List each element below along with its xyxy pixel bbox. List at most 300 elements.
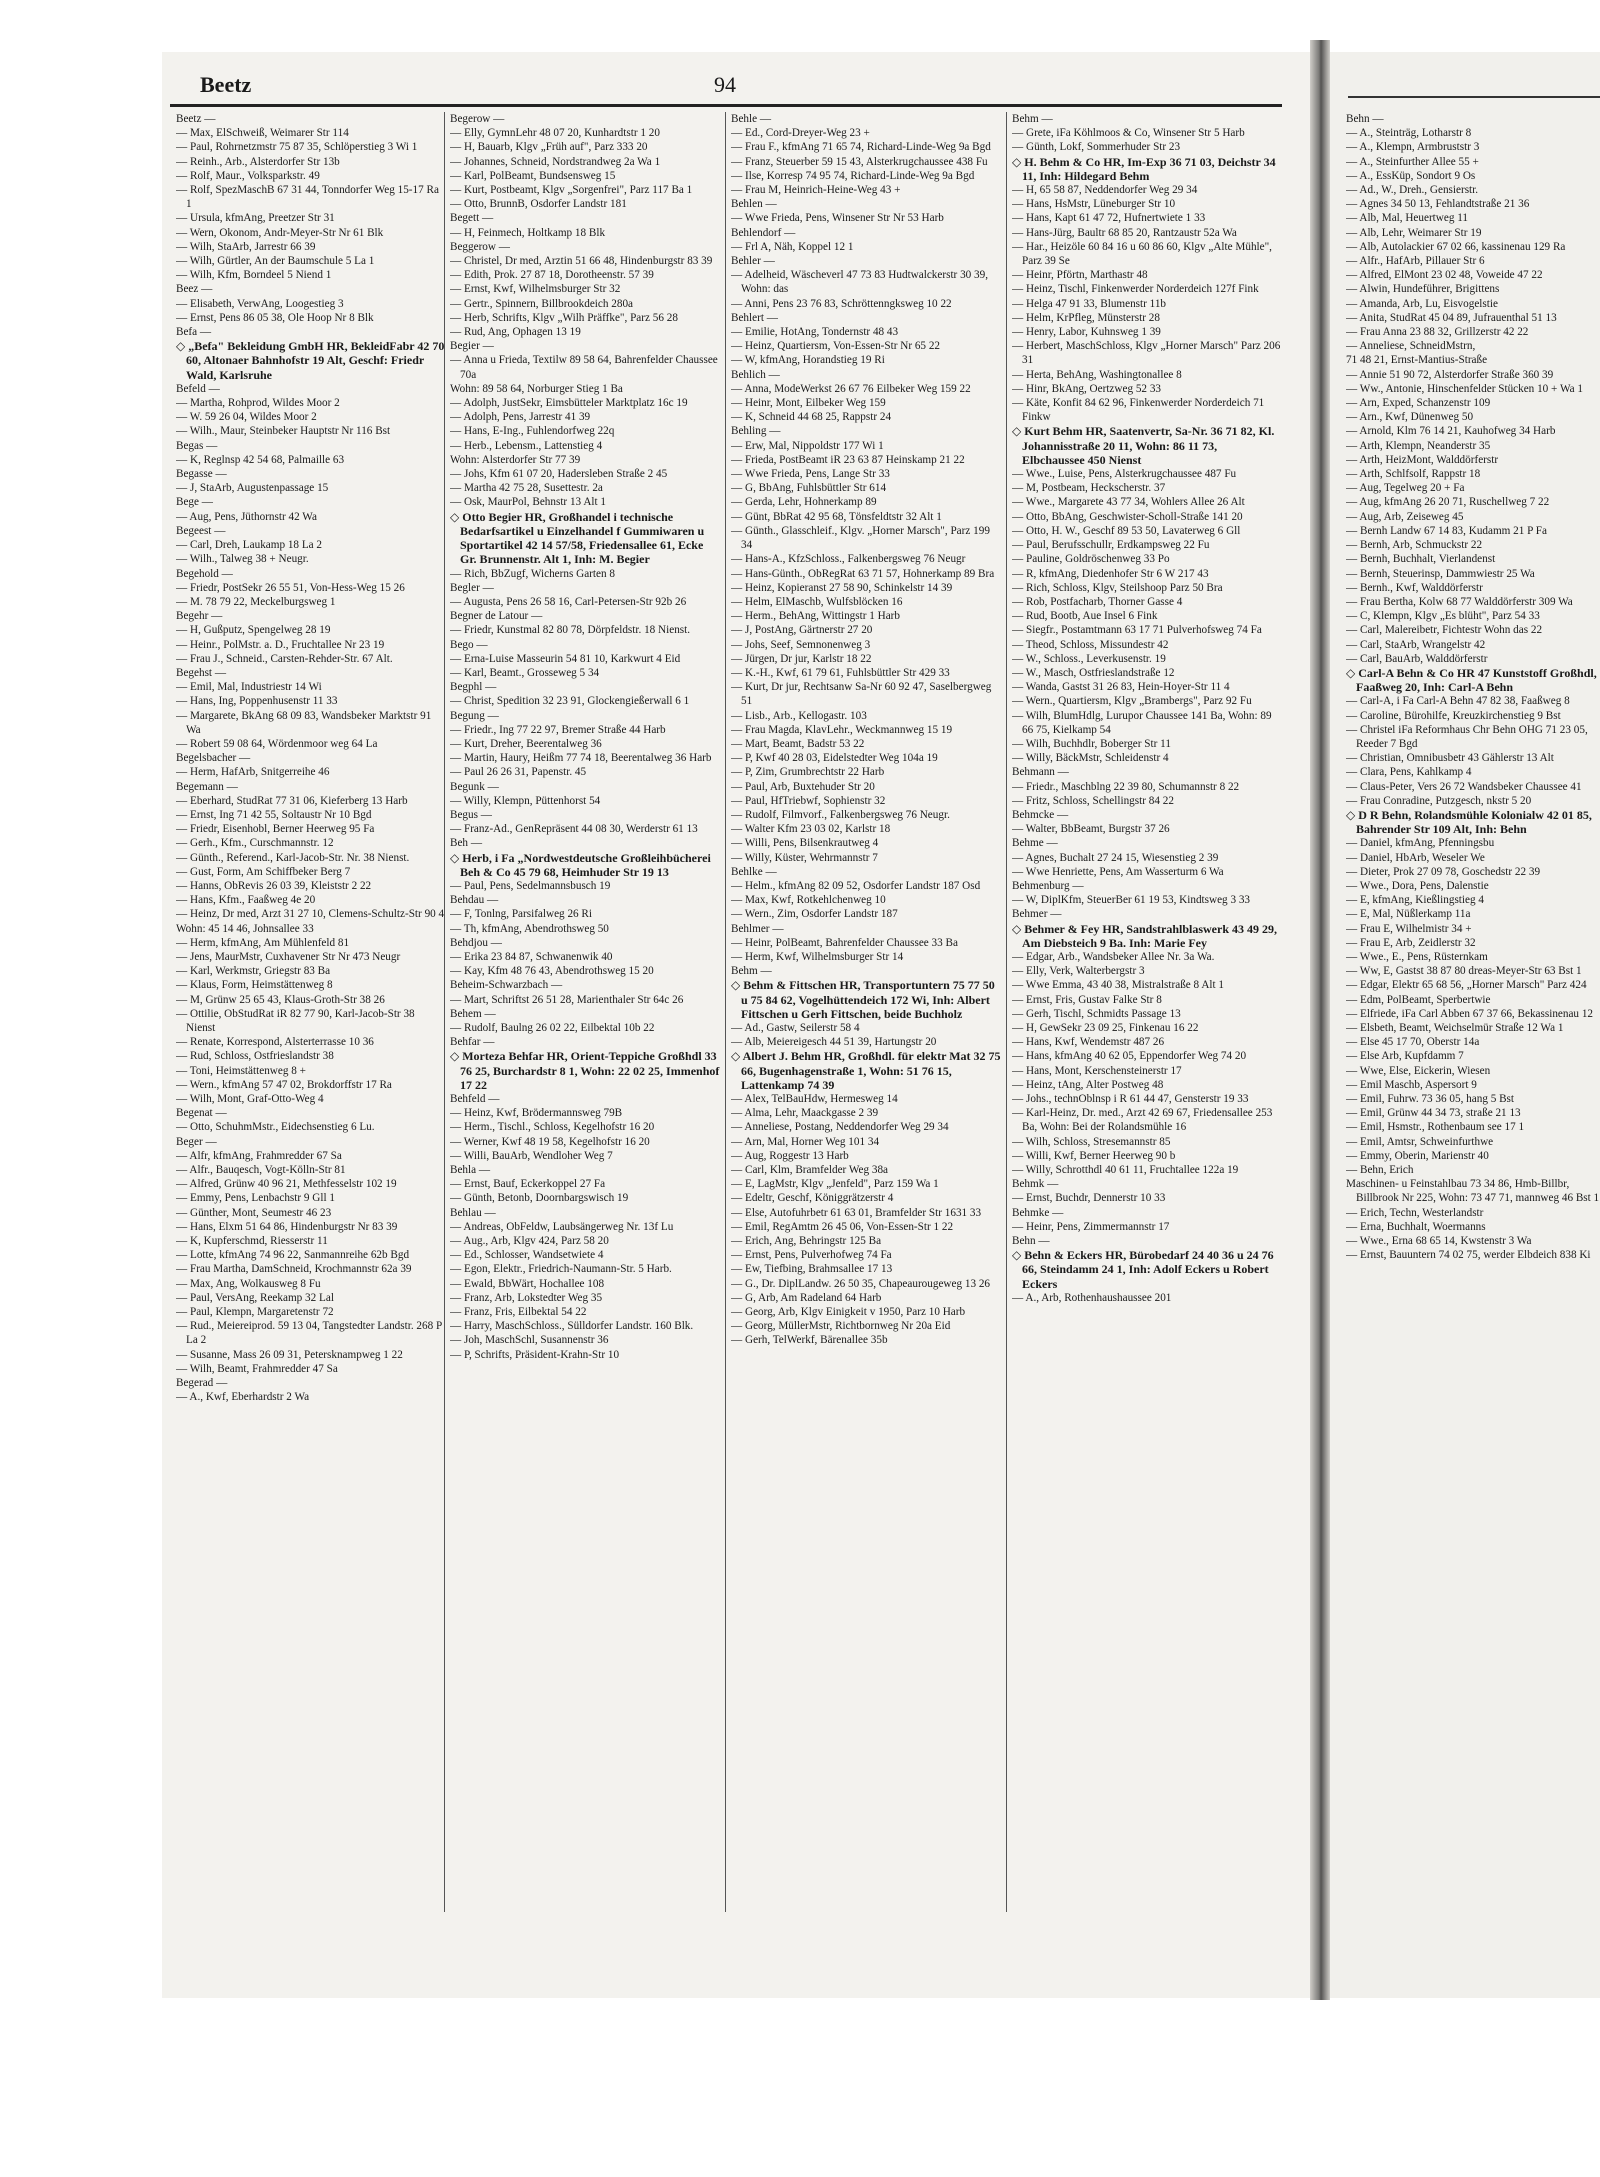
directory-entry: — Augusta, Pens 26 58 16, Carl-Petersen-Str 92b 26	[450, 595, 687, 608]
directory-entry: — Heinz, tAng, Alter Postweg 48	[1012, 1078, 1164, 1091]
directory-entry: Begus —	[450, 808, 492, 821]
directory-entry: — E, Mal, Nüßlerkamp 11a	[1346, 908, 1471, 921]
directory-entry: — Anneliese, Postang, Neddendorfer Weg 29 34	[731, 1121, 949, 1134]
directory-entry: — Christ, Spedition 32 23 91, Glockengießerwall 6 1	[450, 695, 690, 708]
directory-entry: — Herb., Lebensm., Lattenstieg 4	[450, 439, 603, 452]
directory-entry: — Frau Bertha, Kolw 68 77 Walddörferstr 309 Wa	[1346, 595, 1573, 608]
directory-entry: — Frau Conradine, Putzgesch, nkstr 5 20	[1346, 794, 1532, 807]
directory-entry: — Georg, MüllerMstr, Richtbornweg Nr 20a Eid	[731, 1320, 951, 1333]
directory-entry: — Ww, E, Gastst 38 87 80 dreas-Meyer-Str 63 Bst 1	[1346, 965, 1582, 978]
directory-entry: — Ernst, Pens 86 05 38, Ole Hoop Nr 8 Blk	[176, 311, 374, 324]
directory-entry: Behem —	[450, 1007, 496, 1020]
directory-entry: — Wwe., Erna 68 65 14, Kwstenstr 3 Wa	[1346, 1235, 1532, 1248]
directory-entry: — Arn, Exped, Schanzenstr 109	[1346, 397, 1491, 410]
directory-entry: — Werner, Kwf 48 19 58, Kegelhofstr 16 20	[450, 1135, 650, 1148]
directory-entry: Befa —	[176, 326, 212, 339]
directory-entry: — Wanda, Gastst 31 26 83, Hein-Hoyer-Str 11 4	[1012, 681, 1230, 694]
directory-entry: — Karl, PolBeamt, Bundsensweg 15	[450, 169, 616, 182]
directory-entry: — Clara, Pens, Kahlkamp 4	[1346, 766, 1472, 779]
directory-entry: — Emilie, HotAng, Tondernstr 48 43	[731, 326, 899, 339]
directory-entry: — Adolph, Pens, Jarrestr 41 39	[450, 411, 591, 424]
directory-entry: — Ernst, Fris, Gustav Falke Str 8	[1012, 993, 1162, 1006]
directory-entry: — A., Klempn, Armbruststr 3	[1346, 141, 1480, 154]
directory-entry: — J, StaArb, Augustenpassage 15	[176, 482, 329, 495]
directory-entry: — Else 45 17 70, Oberstr 14a	[1346, 1036, 1480, 1049]
directory-entry: — Günt, BbRat 42 95 68, Tönsfeldtstr 32 Alt 1	[731, 510, 942, 523]
directory-entry: — Aug, Arb, Zeiseweg 45	[1346, 510, 1464, 523]
directory-entry: — Adolph, JustSekr, Eimsbütteler Marktplatz 16c 19	[450, 397, 688, 410]
directory-entry: — Hans, HsMstr, Lüneburger Str 10	[1012, 198, 1176, 211]
directory-entry: — Elly, Verk, Walterbergstr 3	[1012, 965, 1145, 978]
directory-entry: — Friedr, Kunstmal 82 80 78, Dörpfeldstr. 18 Nienst.	[450, 624, 691, 637]
directory-entry: — Rud, Ang, Ophagen 13 19	[450, 326, 581, 339]
directory-entry: — Henry, Labor, Kuhnsweg 1 39	[1012, 326, 1161, 339]
directory-entry: — Caroline, Bürohilfe, Kreuzkirchenstieg 9 Bst	[1346, 709, 1561, 722]
directory-entry: — Susanne, Mass 26 09 31, Petersknampweg 1 22	[176, 1348, 403, 1361]
directory-entry: — Herb, Schrifts, Klgv „Wilh Präffke", Parz 56 28	[450, 311, 678, 324]
directory-entry: — Claus-Peter, Vers 26 72 Wandsbeker Chaussee 41	[1346, 780, 1582, 793]
directory-column-3	[731, 112, 1001, 1912]
directory-entry: — Gust, Form, Am Schiffbeker Berg 7	[176, 865, 351, 878]
directory-entry: — Bernh, Steuerinsp, Dammwiestr 25 Wa	[1346, 567, 1535, 580]
directory-entry: Begung —	[450, 709, 499, 722]
directory-entry: — F, Tonlng, Parsifalweg 26 Ri	[450, 908, 592, 921]
directory-entry: — Annie 51 90 72, Alsterdorfer Straße 360 39	[1346, 368, 1554, 381]
directory-entry: — Johs, Seef, Semnonenweg 3	[731, 638, 871, 651]
directory-entry: Begerow —	[450, 113, 505, 125]
directory-entry: — Elisabeth, VerwAng, Loogestieg 3	[176, 297, 344, 310]
directory-entry: — Herm., BehAng, Wittingstr 1 Harb	[731, 610, 900, 623]
directory-entry: — Franz-Ad., GenRepräsent 44 08 30, Werderstr 61 13	[450, 823, 698, 836]
directory-entry: — Frau J., Schneid., Carsten-Rehder-Str. 67 Alt.	[176, 652, 393, 665]
directory-entry: — Johs., technOblnsp i R 61 44 47, Gensterstr 19 33	[1012, 1093, 1249, 1106]
directory-entry: — Martin, Haury, Heißm 77 74 18, Beerentalweg 36 Harb	[450, 752, 712, 765]
directory-entry: — Anita, StudRat 45 04 89, Jufrauenthal 51 13	[1346, 311, 1557, 324]
directory-entry: — Wilh, Mont, Graf-Otto-Weg 4	[176, 1093, 324, 1106]
directory-column-1	[176, 112, 446, 1912]
directory-entry: — Alfr., Bauqesch, Vogt-Kölln-Str 81	[176, 1164, 346, 1177]
directory-entry: — Kurt, Dreher, Beerentalweg 36	[450, 737, 602, 750]
directory-entry: ◇ Albert J. Behm HR, Großhdl. für elektr Mat 32 75 66, Bugenhagenstraße 1, Wohn: 51 76 15, Lattenkamp 74 39	[731, 1049, 1001, 1092]
directory-entry: — H, Gußputz, Spengelweg 28 19	[176, 624, 331, 637]
directory-entry: — Ernst, Bauuntern 74 02 75, werder Elbdeich 838 Ki	[1346, 1249, 1591, 1262]
directory-entry: — Karl-Heinz, Dr. med., Arzt 42 69 67, Friedensallee 253 Ba, Wohn: Bei der Rolandsmühle 16	[1012, 1107, 1273, 1134]
directory-entry: Begphl —	[450, 681, 497, 694]
directory-entry: — Otto, BbAng, Geschwister-Scholl-Straße 141 20	[1012, 510, 1243, 523]
directory-entry: — Franz, Steuerber 59 15 43, Alsterkrugchaussee 438 Fu	[731, 155, 988, 168]
directory-entry: — Carl, Dreh, Laukamp 18 La 2	[176, 539, 323, 552]
page-header-name: Beetz	[200, 72, 252, 97]
directory-entry: — Heinz, Tischl, Finkenwerder Norderdeich 127f Fink	[1012, 283, 1259, 296]
directory-entry: — Elfriede, iFa Carl Abben 67 37 66, Bekassinenau 12	[1346, 1007, 1594, 1020]
directory-entry: — Günth, Lokf, Sommerhuder Str 23	[1012, 141, 1181, 154]
directory-entry: Behlke —	[731, 865, 777, 878]
directory-entry: — Wilh, Buchhdlr, Boberger Str 11	[1012, 737, 1171, 750]
directory-entry: Behmann —	[1012, 766, 1069, 779]
directory-entry: — Jürgen, Dr jur, Karlstr 18 22	[731, 652, 872, 665]
directory-entry: — Jens, MaurMstr, Cuxhavener Str Nr 473 Neugr	[176, 950, 401, 963]
directory-entry: — Aug, Pens, Jüthornstr 42 Wa	[176, 510, 317, 523]
directory-entry: — Ww., Antonie, Hinschenfelder Stücken 10 + Wa 1	[1346, 382, 1583, 395]
directory-entry: — Heinz, Quartiersm, Von-Essen-Str Nr 65 22	[731, 340, 941, 353]
directory-entry: — Christian, Omnibusbetr 43 Gählerstr 13 Alt	[1346, 752, 1554, 765]
directory-entry: Behdjou —	[450, 936, 502, 949]
directory-entry: — Erna, Buchhalt, Woermanns	[1346, 1220, 1486, 1233]
directory-entry: Begehold —	[176, 567, 233, 580]
directory-entry: — Erich, Ang, Behringstr 125 Ba	[731, 1235, 882, 1248]
directory-entry: Behler —	[731, 255, 775, 268]
directory-entry: — Alex, TelBauHdw, Hermesweg 14	[731, 1093, 898, 1106]
directory-entry: Begerad —	[176, 1377, 228, 1390]
facing-page-rule	[1348, 96, 1600, 98]
directory-entry: — Alb, Autolackier 67 02 66, kassinenau 129 Ra	[1346, 240, 1566, 253]
directory-entry: — Arn., Kwf, Dünenweg 50	[1346, 411, 1474, 424]
directory-entry: — A., Steinträg, Lotharstr 8	[1346, 127, 1472, 140]
directory-entry: — Adelheid, Wäscheverl 47 73 83 Hudtwalckerstr 30 39, Wohn: das	[731, 269, 989, 296]
directory-entry: — Else, Autofuhrbetr 61 63 01, Bramfelder Str 1631 33	[731, 1206, 982, 1219]
directory-entry: — Wwe., Dora, Pens, Dalenstie	[1346, 879, 1489, 892]
directory-entry: — Helga 47 91 33, Blumenstr 11b	[1012, 297, 1167, 310]
directory-entry: — Wilh, Gürtler, An der Baumschule 5 La 1	[176, 255, 375, 268]
directory-entry: — Bernh., Kwf, Walddörferstr	[1346, 581, 1483, 594]
directory-entry: — Behn, Erich	[1346, 1164, 1414, 1177]
directory-entry: — Georg, Arb, Klgv Einigkeit v 1950, Parz 10 Harb	[731, 1306, 966, 1319]
directory-entry: — Willy, Küster, Wehrmannstr 7	[731, 851, 878, 864]
directory-entry: Begemann —	[176, 780, 238, 793]
directory-entry: — Hans-Günth., ObRegRat 63 71 57, Hohnerkamp 89 Bra	[731, 567, 995, 580]
directory-entry: — Anneliese, SchneidMstrn,	[1346, 340, 1476, 353]
directory-column-4	[1012, 112, 1282, 1912]
directory-entry: — Harry, MaschSchloss., Sülldorfer Landstr. 160 Blk.	[450, 1320, 694, 1333]
directory-entry: — Else Arb, Kupfdamm 7	[1346, 1050, 1464, 1063]
directory-entry: — Bernh, Buchhalt, Vierlandenst	[1346, 553, 1496, 566]
directory-entry: — Alb, Mal, Heuertweg 11	[1346, 212, 1469, 225]
directory-entry: Behlen —	[731, 198, 777, 211]
directory-entry: Behlmer —	[731, 922, 784, 935]
directory-entry: — Egon, Elektr., Friedrich-Naumann-Str. 5 Harb.	[450, 1263, 672, 1276]
directory-entry: — Arn, Mal, Horner Weg 101 34	[731, 1135, 880, 1148]
directory-entry: — Günther, Mont, Seumestr 46 23	[176, 1206, 332, 1219]
directory-entry: — Wwe., Luise, Pens, Alsterkrugchaussee 487 Fu	[1012, 468, 1237, 481]
directory-entry: — Max, Ang, Wolkausweg 8 Fu	[176, 1277, 321, 1290]
directory-entry: — P, Schrifts, Präsident-Krahn-Str 10	[450, 1348, 620, 1361]
directory-entry: — Wilh., Maur, Steinbeker Hauptstr Nr 116 Bst	[176, 425, 391, 438]
directory-entry: — M. 78 79 22, Meckelburgsweg 1	[176, 595, 336, 608]
column-divider	[725, 112, 726, 1912]
directory-entry: Begehr —	[176, 610, 223, 623]
directory-entry: Behla —	[450, 1164, 491, 1177]
directory-entry: — Rich, Schloss, Klgv, Steilshoop Parz 50 Bra	[1012, 581, 1223, 594]
header-rule	[170, 104, 1282, 107]
directory-entry: — Osk, MaurPol, Behnstr 13 Alt 1	[450, 496, 607, 509]
directory-entry: — Gerda, Lehr, Hohnerkamp 89	[731, 496, 877, 509]
directory-entry: — Ernst, Pens, Pulverhofweg 74 Fa	[731, 1249, 892, 1262]
directory-entry: ◇ Behm & Fittschen HR, Transportuntern 75 77 50 u 75 84 62, Vogelhüttendeich 172 Wi, Inh: Albert Fittschen u Gerh Fittschen, beide Buchholz	[731, 978, 995, 1021]
directory-entry: — H, GewSekr 23 09 25, Finkenau 16 22	[1012, 1022, 1199, 1034]
directory-entry: — M, Grünw 25 65 43, Klaus-Groth-Str 38 26	[176, 993, 385, 1006]
directory-entry: — Franz, Arb, Lokstedter Weg 35	[450, 1291, 603, 1304]
directory-entry: Begenat —	[176, 1107, 227, 1120]
directory-entry: — Renate, Korrespond, Alsterterrasse 10 36	[176, 1036, 374, 1049]
directory-entry: — Wern, Okonom, Andr-Meyer-Str Nr 61 Blk	[176, 226, 384, 239]
directory-entry: — Rob, Postfacharb, Thorner Gasse 4	[1012, 595, 1183, 608]
directory-entry: Wohn: 89 58 64, Norburger Stieg 1 Ba	[450, 382, 623, 395]
directory-entry: — E, kfmAng, Kießlingstieg 4	[1346, 894, 1484, 907]
directory-entry: — Rich, BbZugf, Wicherns Garten 8	[450, 567, 615, 580]
directory-entry: — Christel, Dr med, Arztin 51 66 48, Hindenburgstr 83 39	[450, 255, 713, 268]
directory-entry: — Karl, Beamt., Grosseweg 5 34	[450, 666, 600, 679]
directory-entry: — Christel iFa Reformhaus Chr Behn OHG 71 23 05, Reeder 7 Bgd	[1346, 723, 1588, 750]
directory-entry: — Ad., W., Dreh., Gensierstr.	[1346, 184, 1479, 197]
directory-entry: Begett —	[450, 212, 494, 225]
directory-entry: Wohn: Alsterdorfer Str 77 39	[450, 453, 581, 466]
directory-entry: Begasse —	[176, 468, 227, 481]
directory-entry: — Arth, Schlfsolf, Rappstr 18	[1346, 468, 1481, 481]
directory-entry: — Arth, HeizMont, Walddörferstr	[1346, 453, 1499, 466]
directory-entry: ◇ D R Behn, Rolandsmühle Kolonialw 42 01 85, Bahrender Str 109 Alt, Inh: Behn	[1346, 807, 1592, 837]
directory-entry: — Max, ElSchweiß, Weimarer Str 114	[176, 127, 349, 140]
directory-entry: — Ilse, Korresp 74 95 74, Richard-Linde-Weg 9a Bgd	[731, 169, 975, 182]
directory-entry: — Mart, Beamt, Badstr 53 22	[731, 737, 865, 750]
directory-entry: — Aug, Tegelweg 20 + Fa	[1346, 482, 1465, 495]
directory-entry: — Wern., kfmAng 57 47 02, Brokdorffstr 17 Ra	[176, 1078, 392, 1091]
directory-entry: — Hans, Kfm., Faaßweg 4e 20	[176, 894, 316, 907]
directory-entry: 71 48 21, Ernst-Mantius-Straße	[1346, 354, 1488, 367]
directory-entry: Beger —	[176, 1135, 217, 1148]
directory-entry: — Wilh, Kfm, Borndeel 5 Niend 1	[176, 269, 332, 282]
directory-entry: — Wwe Emma, 43 40 38, Mistralstraße 8 Alt 1	[1012, 979, 1225, 992]
directory-entry: ◇ Herb, i Fa „Nordwestdeutsche Großleihbücherei Beh & Co 45 79 68, Heimhuder Str 19 13	[450, 850, 711, 879]
directory-entry: — Hans-Jürg, Baultr 68 85 20, Rantzaustr 52a Wa	[1012, 226, 1237, 239]
directory-entry: — Emmy, Pens, Lenbachstr 9 Gll 1	[176, 1192, 335, 1205]
directory-entry: — Heinr, Pens, Zimmermannstr 17	[1012, 1220, 1170, 1233]
directory-entry: — Emil, Fuhrw. 73 36 05, hang 5 Bst	[1346, 1093, 1515, 1106]
directory-entry: — Willi, Kwf, Berner Heerweg 90 b	[1012, 1149, 1176, 1162]
directory-entry: — Emmy, Oberin, Marienstr 40	[1346, 1149, 1489, 1162]
directory-entry: — Robert 59 08 64, Wördenmoor weg 64 La	[176, 737, 378, 750]
directory-entry: — Wwe, Else, Eickerin, Wiesen	[1346, 1064, 1491, 1077]
directory-entry: — W., Masch, Ostfrieslandstraße 12	[1012, 666, 1175, 679]
directory-entry: — A., Arb, Rothenhaushaussee 201	[1012, 1291, 1172, 1304]
directory-entry: — Paul, Berufsschullr, Erdkampsweg 22 Fu	[1012, 539, 1210, 552]
directory-entry: — Alb, Lehr, Weimarer Str 19	[1346, 226, 1482, 239]
directory-entry: — Grete, iFa Köhlmoos & Co, Winsener Str 5 Harb	[1012, 127, 1245, 140]
directory-entry: — Frau Magda, KlavLehr., Weckmannweg 15 19	[731, 723, 953, 736]
directory-entry: — Emil, Grünw 44 34 73, straße 21 13	[1346, 1107, 1521, 1120]
directory-entry: — Edgar, Elektr 65 68 56, „Horner Marsch" Parz 424	[1346, 979, 1587, 992]
directory-entry: — Alfred, Grünw 40 96 21, Methfesselstr 102 19	[176, 1178, 397, 1191]
directory-entry: — Ursula, kfmAng, Preetzer Str 31	[176, 212, 335, 225]
directory-entry: — Hans, Ing, Poppenhusenstr 11 33	[176, 695, 338, 708]
directory-entry: — Arth, Klempn, Neanderstr 35	[1346, 439, 1491, 452]
directory-entry: — W., Schloss., Leverkusenstr. 19	[1012, 652, 1166, 665]
directory-entry: ◇ Carl-A Behn & Co HR 47 Kunststoff Großhdl, Faaßweg 20, Inh: Carl-A Behn	[1346, 665, 1597, 695]
directory-entry: — Agnes 34 50 13, Fehlandtstraße 21 36	[1346, 198, 1530, 211]
directory-entry: — Wwe., Margarete 43 77 34, Wohlers Allee 26 Alt	[1012, 496, 1245, 509]
directory-entry: — R, kfmAng, Diedenhofer Str 6 W 217 43	[1012, 567, 1209, 580]
directory-entry: — Gerh., Kfm., Curschmannstr. 12	[176, 837, 334, 850]
directory-entry: — Carl, Klm, Bramfelder Weg 38a	[731, 1164, 889, 1177]
directory-entry: — Wwe Frieda, Pens, Lange Str 33	[731, 468, 890, 481]
directory-entry: ◇ Behn & Eckers HR, Bürobedarf 24 40 36 u 24 76 66, Steindamm 24 1, Inh: Adolf Eckers u Robert Eckers	[1012, 1248, 1274, 1291]
directory-entry: — Walter Kfm 23 03 02, Karlstr 18	[731, 823, 891, 836]
directory-entry: — Hanns, ObRevis 26 03 39, Kleiststr 2 22	[176, 879, 372, 892]
directory-entry: — Ernst, Kwf, Wilhelmsburger Str 32	[450, 283, 621, 296]
directory-entry: — Aug., Arb, Klgv 424, Parz 58 20	[450, 1235, 609, 1248]
directory-entry: — Kay, Kfm 48 76 43, Abendrothsweg 15 20	[450, 965, 654, 978]
directory-entry: — Walter, BbBeamt, Burgstr 37 26	[1012, 823, 1170, 836]
directory-entry: — Wilh, Schloss, Stresemannstr 85	[1012, 1135, 1171, 1148]
directory-entry: — Frau E, Arb, Zeidlerstr 32	[1346, 936, 1476, 949]
directory-entry: — Rolf, SpezMaschB 67 31 44, Tonndorfer Weg 15-17 Ra 1	[176, 184, 439, 211]
directory-entry: — Heinz, Dr med, Arzt 31 27 10, Clemens-Schultz-Str 90 4	[176, 908, 445, 921]
directory-entry: — Ernst, Buchdr, Dennerstr 10 33	[1012, 1192, 1166, 1205]
directory-entry: — Erna-Luise Masseurin 54 81 10, Karkwurt 4 Eid	[450, 652, 681, 665]
directory-entry: — P, Kwf 40 28 03, Eidelstedter Weg 104a 19	[731, 752, 938, 765]
directory-entry: — A., EssKüp, Sondort 9 Os	[1346, 169, 1476, 182]
directory-entry: — Wwe Frieda, Pens, Winsener Str Nr 53 Harb	[731, 212, 944, 225]
directory-entry: — Erika 23 84 87, Schwanenwik 40	[450, 950, 613, 963]
directory-entry: — Ernst, Bauf, Eckerkoppel 27 Fa	[450, 1178, 606, 1191]
directory-entry: — C, Klempn, Klgv „Es blüht", Parz 54 33	[1346, 610, 1540, 623]
directory-entry: — Hans, Kapt 61 47 72, Hufnertwiete 1 33	[1012, 212, 1206, 225]
directory-entry: — Elly, GymnLehr 48 07 20, Kunhardtstr 1 20	[450, 127, 660, 140]
directory-entry: — Alb, Meiereigesch 44 51 39, Hartungstr 20	[731, 1036, 937, 1049]
directory-entry: — Friedr., Maschblng 22 39 80, Schumannstr 8 22	[1012, 780, 1240, 793]
directory-entry: — Hinr, BkAng, Oertzweg 52 33	[1012, 382, 1162, 395]
directory-entry: — Alwin, Hundeführer, Brigittens	[1346, 283, 1500, 296]
directory-entry: — Wilh, Beamt, Frahmredder 47 Sa	[176, 1362, 338, 1375]
directory-entry: Behdau —	[450, 894, 499, 907]
directory-entry: — Frau F., kfmAng 71 65 74, Richard-Linde-Weg 9a Bgd	[731, 141, 991, 154]
directory-entry: — Wilh., Talweg 38 + Neugr.	[176, 553, 309, 566]
directory-entry: — Paul, VersAng, Reekamp 32 Lal	[176, 1291, 334, 1304]
directory-entry: — Paul, Pens, Sedelmannsbusch 19	[450, 879, 611, 892]
directory-entry: — Har., Heizöle 60 84 16 u 60 86 60, Klgv „Alte Mühle", Parz 39 Se	[1012, 240, 1272, 268]
directory-entry: — Frau Anna 23 88 32, Grillzerstr 42 22	[1346, 326, 1529, 339]
directory-entry: — Wern., Zim, Osdorfer Landstr 187	[731, 908, 898, 921]
directory-entry: — Anni, Pens 23 76 83, Schröttenngksweg 10 22	[731, 297, 952, 310]
directory-entry: Behn —	[1012, 1235, 1050, 1248]
directory-entry: — Lisb., Arb., Kellogastr. 103	[731, 709, 867, 722]
directory-entry: — Günth, Betonb, Doornbargswisch 19	[450, 1192, 629, 1205]
directory-entry: — A., Steinfurther Allee 55 +	[1346, 155, 1479, 168]
directory-entry: — W. 59 26 04, Wildes Moor 2	[176, 411, 317, 424]
directory-entry: — Rolf, Maur., Volksparkstr. 49	[176, 169, 320, 182]
directory-entry: — G, Arb, Am Radeland 64 Harb	[731, 1291, 882, 1304]
directory-entry: — Rud, Schloss, Ostfrieslandstr 38	[176, 1050, 334, 1063]
directory-entry: — Ernst, Ing 71 42 55, Soltaustr Nr 10 Bgd	[176, 808, 372, 821]
directory-entry: — Gerh, TelWerkf, Bärenallee 35b	[731, 1334, 888, 1347]
directory-entry: — Willi, BauArb, Wendloher Weg 7	[450, 1149, 613, 1162]
directory-entry: — Joh, MaschSchl, Susannenstr 36	[450, 1334, 609, 1347]
directory-entry: — Heinz, Kopieranst 27 58 90, Schinkelstr 14 39	[731, 581, 953, 594]
directory-entry: Behm —	[731, 965, 772, 978]
directory-entry: — Martha 42 75 28, Susettestr. 2a	[450, 482, 603, 495]
directory-entry: — Andreas, ObFeldw, Laubsängerweg Nr. 13f Lu	[450, 1220, 674, 1233]
directory-entry: — Ottilie, ObStudRat iR 82 77 90, Karl-Jacob-Str 38 Nienst	[176, 1007, 415, 1034]
directory-entry: Behlendorf —	[731, 226, 796, 239]
directory-entry: — J, PostAng, Gärtnerstr 27 20	[731, 624, 873, 637]
directory-entry: — Alma, Lehr, Maackgasse 2 39	[731, 1107, 879, 1120]
directory-entry: — Carl-A, i Fa Carl-A Behn 47 82 38, Faaßweg 8	[1346, 695, 1570, 708]
directory-entry: — Ed., Schlosser, Wandsetwiete 4	[450, 1249, 604, 1262]
directory-entry: — K, Schneid 44 68 25, Rappstr 24	[731, 411, 892, 424]
directory-entry: — Aug, kfmAng 26 20 71, Ruschellweg 7 22	[1346, 496, 1550, 509]
directory-entry: — K, Kupferschmd, Riesserstr 11	[176, 1235, 328, 1248]
directory-entry: — Rud., Meiereiprod. 59 13 04, Tangstedter Landstr. 268 P La 2	[176, 1320, 442, 1347]
directory-entry: — A., Kwf, Eberhardstr 2 Wa	[176, 1391, 310, 1404]
directory-entry: — Herm, kfmAng, Am Mühlenfeld 81	[176, 936, 350, 949]
directory-entry: — Gertr., Spinnern, Billbrookdeich 280a	[450, 297, 634, 310]
directory-entry: — Anna, ModeWerkst 26 67 76 Eilbeker Weg 159 22	[731, 382, 971, 395]
directory-entry: Begler —	[450, 581, 494, 594]
directory-entry: Behme —	[1012, 837, 1058, 850]
directory-entry: — Rud, Bootb, Aue Insel 6 Fink	[1012, 610, 1158, 623]
directory-entry: Begier —	[450, 340, 494, 353]
directory-entry: — Ad., Gastw, Seilerstr 58 4	[731, 1022, 860, 1034]
directory-entry: — Franz, Fris, Eilbektal 54 22	[450, 1306, 587, 1319]
directory-entry: — Carl, StaArb, Wrangelstr 42	[1346, 638, 1486, 651]
directory-entry: — Frau M, Heinrich-Heine-Weg 43 +	[731, 184, 901, 197]
directory-entry: — Bernh Landw 67 14 83, Kudamm 21 P Fa	[1346, 524, 1547, 537]
directory-entry: — Pauline, Goldröschenweg 33 Po	[1012, 553, 1170, 566]
directory-entry: — Hans, Kwf, Wendemstr 487 26	[1012, 1036, 1165, 1049]
directory-column-2	[450, 112, 720, 1912]
directory-entry: — Erich, Techn, Westerlandstr	[1346, 1206, 1484, 1219]
directory-entry: — Friedr, Eisenhobl, Berner Heerweg 95 Fa	[176, 823, 375, 836]
directory-entry: — Hans, Mont, Kerschensteinerstr 17	[1012, 1064, 1182, 1077]
directory-entry: — Carl, Malereibetr, Fichtestr Wohn das 22	[1346, 624, 1543, 637]
directory-entry: — Paul, Arb, Buxtehuder Str 20	[731, 780, 875, 793]
directory-entry: Begner de Latour —	[450, 610, 543, 623]
directory-entry: — Hans-A., KfzSchloss., Falkenbergsweg 76 Neugr	[731, 553, 966, 566]
directory-entry: ◇ Behmer & Fey HR, Sandstrahlblaswerk 43 49 29, Am Diebsteich 9 Ba. Inh: Marie Fey	[1012, 921, 1278, 950]
directory-entry: Beh —	[450, 837, 483, 850]
directory-entry: — Emil, Amtsr, Schweinfurthwe	[1346, 1135, 1494, 1148]
directory-entry: — Heinr, Mont, Eilbeker Weg 159	[731, 397, 886, 410]
directory-entry: — Helm, KrPfleg, Münsterstr 28	[1012, 311, 1160, 324]
directory-entry: — Alfr., HafArb, Pillauer Str 6	[1346, 255, 1485, 268]
directory-entry: Begehst —	[176, 666, 227, 679]
directory-entry: — Th, kfmAng, Abendrothsweg 50	[450, 922, 609, 935]
directory-entry: — Frau E, Wilhelmistr 34 +	[1346, 922, 1472, 935]
directory-entry: Bego —	[450, 638, 488, 651]
directory-entry: — Erw, Mal, Nippoldstr 177 Wi 1	[731, 439, 884, 452]
directory-entry: — Carl, BauArb, Walddörferstr	[1346, 652, 1488, 665]
directory-entry: — Aug, Roggestr 13 Harb	[731, 1149, 849, 1162]
directory-entry: Begelsbacher —	[176, 752, 251, 765]
directory-entry: Befeld —	[176, 382, 220, 395]
directory-entry: — Günth., Glasschleif., Klgv. „Horner Marsch", Parz 199 34	[731, 524, 990, 552]
directory-entry: — Herbert, MaschSchloss, Klgv „Horner Marsch" Parz 206 31	[1012, 340, 1281, 367]
directory-entry: Beggerow —	[450, 240, 510, 253]
directory-entry: — Kurt, Postbeamt, Klgv „Sorgenfrei", Parz 117 Ba 1	[450, 184, 693, 197]
directory-entry: Behling —	[731, 425, 781, 438]
directory-entry: — K, Reglnsp 42 54 68, Palmaille 63	[176, 453, 345, 466]
directory-entry: Behlau —	[450, 1206, 496, 1219]
directory-entry: — G., Dr. DiplLandw. 26 50 35, Chapeaurougeweg 13 26	[731, 1277, 991, 1290]
directory-entry: — Anna u Frieda, Textilw 89 58 64, Bahrenfelder Chaussee 70a	[450, 354, 718, 381]
directory-entry: — Paul, Rohrnetzmstr 75 87 35, Schlöperstieg 3 Wi 1	[176, 141, 418, 154]
directory-entry: Beetz —	[176, 113, 216, 125]
directory-entry: — Margarete, BkAng 68 09 83, Wandsbeker Marktstr 91 Wa	[176, 709, 432, 736]
directory-entry: Behle —	[731, 113, 772, 125]
directory-entry: Maschinen- u Feinstahlbau 73 34 86, Hmb-Billbr, Billbrook Nr 225, Wohn: 73 47 71, mannweg 46 Bst 1	[1346, 1178, 1600, 1205]
directory-entry: — Kurt, Dr jur, Rechtsanw Sa-Nr 60 92 47, Saselbergweg 51	[731, 681, 992, 708]
directory-entry: — Johannes, Schneid, Nordstrandweg 2a Wa 1	[450, 155, 661, 168]
directory-entry: — Wilh, BlumHdlg, Lurupor Chaussee 141 Ba, Wohn: 89 66 75, Kielkamp 54	[1012, 709, 1272, 736]
